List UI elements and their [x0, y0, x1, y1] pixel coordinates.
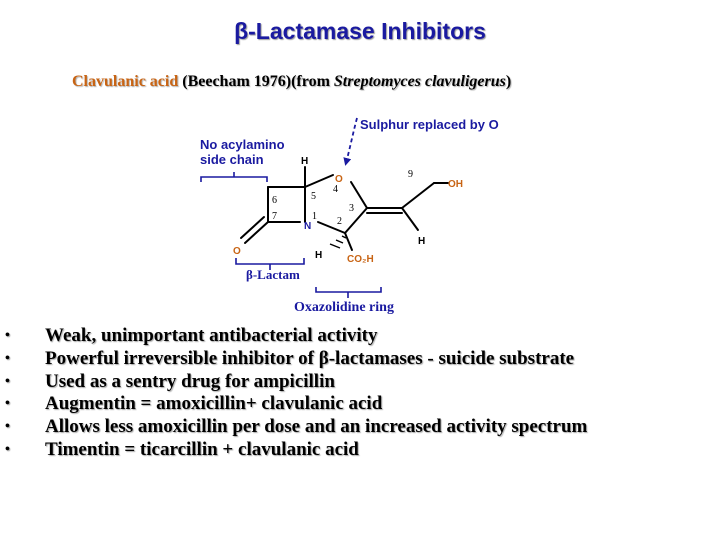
bullet-text: Weak, unimportant antibacterial activity: [45, 325, 378, 346]
list-item: [0, 371, 587, 394]
oxazolidine-label: Oxazolidine ring: [294, 300, 394, 315]
ring-number-1: 1: [312, 211, 317, 222]
acylamino-bracket: [201, 172, 267, 182]
species-name: Streptomyces clavuligerus: [333, 73, 506, 90]
bullet-dot: •: [5, 396, 10, 412]
ring-number-5: 5: [311, 191, 316, 202]
slide-title: β-Lactamase Inhibitors: [234, 18, 486, 44]
bullet-text: Used as a sentry drug for ampicillin: [45, 370, 335, 392]
list-item: [0, 348, 587, 371]
bullet-dot: •: [5, 419, 10, 435]
hashed-wedge: [330, 236, 346, 248]
list-item: [0, 416, 587, 439]
oxazolidine-bracket: [316, 287, 381, 298]
ring-number-2: 2: [337, 216, 342, 227]
atom-h-bottom: H: [315, 250, 323, 261]
atom-o-ring: O: [335, 174, 343, 185]
compound-name: Clavulanic acid: [72, 73, 179, 90]
bullet-text: Powerful irreversible inhibitor of β-lactamases - suicide substrate: [45, 347, 575, 369]
atom-h-top: H: [301, 156, 309, 167]
sulphur-arrow: [346, 118, 357, 163]
acylamino-line-1: No acylamino: [200, 137, 285, 152]
bullet-list: [0, 325, 587, 462]
beta-lactam-label: β-Lactam: [246, 267, 300, 282]
sulphur-note: Sulphur replaced by O: [360, 117, 499, 132]
bond-c5-o4: [305, 175, 333, 187]
bullet-dot: •: [5, 328, 10, 343]
ring-number-7: 7: [272, 211, 277, 222]
bullet-dot: •: [5, 441, 10, 457]
origin-suffix: ): [505, 73, 512, 90]
bullet-dot: •: [5, 350, 10, 366]
bullet-text: Augmentin = amoxicillin+ clavulanic acid: [45, 393, 383, 415]
atom-n-ring: N: [304, 221, 312, 232]
list-item: [0, 393, 587, 416]
bullet-dot: •: [5, 373, 10, 389]
origin-prefix: (Beecham 1976)(from: [178, 73, 334, 90]
atom-o-carbonyl: O: [233, 246, 241, 257]
bullet-text: Allows less amoxicillin per dose and an increased activity spectrum: [45, 416, 588, 438]
list-item: [0, 325, 587, 348]
ring-number-6: 6: [272, 195, 277, 206]
acylamino-line-2: side chain: [200, 152, 264, 167]
bond-c8-h: [402, 208, 418, 230]
ring-number-3: 3: [349, 203, 354, 214]
bond-c8-c9: [402, 183, 434, 208]
atom-co2h: CO₂H: [347, 254, 374, 265]
atom-oh: OH: [448, 179, 463, 190]
ring-number-4: 4: [333, 184, 338, 195]
bullet-text: Timentin = ticarcillin + clavulanic acid: [45, 438, 359, 460]
atom-h-vinyl: H: [418, 236, 426, 247]
bond-c2-co2h: [345, 233, 352, 250]
ring-number-9: 9: [408, 169, 413, 180]
list-item: [0, 439, 587, 462]
